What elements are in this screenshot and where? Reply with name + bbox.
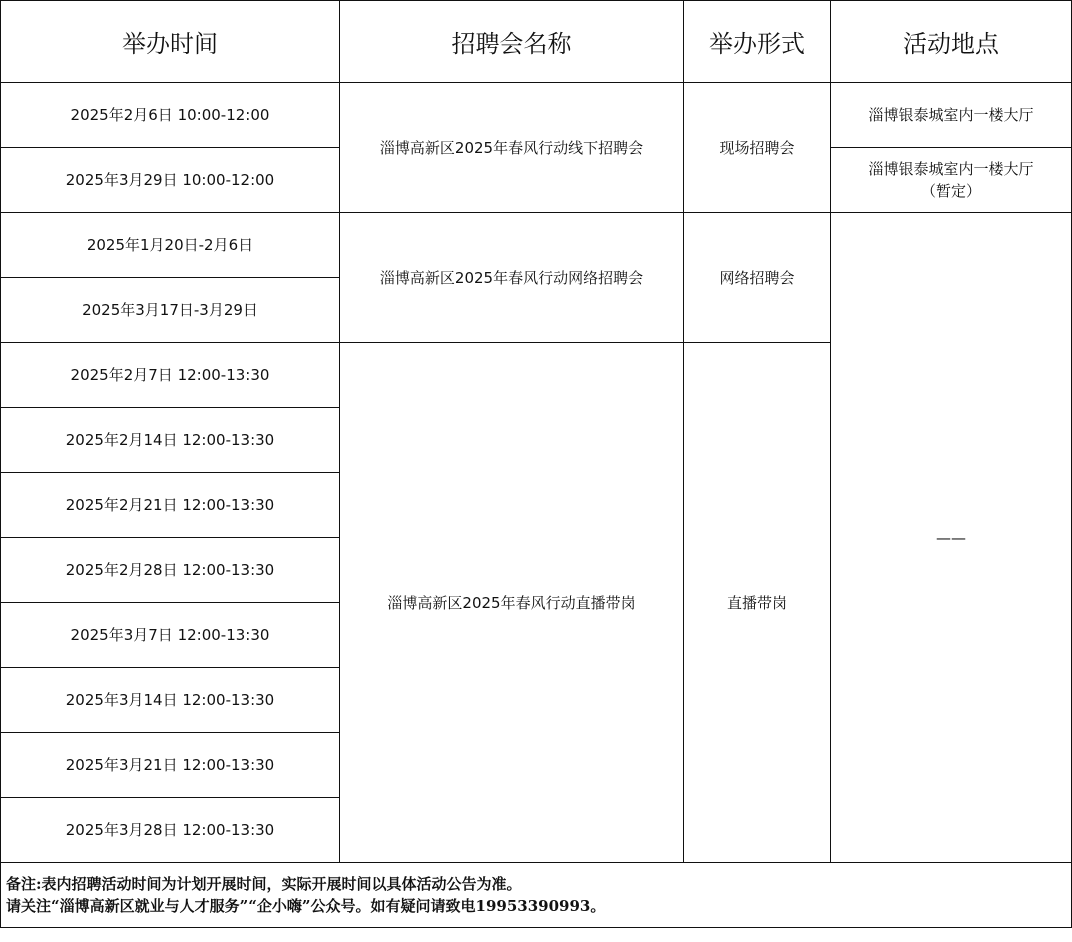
time-cell: 2025年3月14日 12:00-13:30 [1, 668, 340, 733]
header-name: 招聘会名称 [340, 1, 684, 83]
time-cell: 2025年3月29日 10:00-12:00 [1, 148, 340, 213]
footer-row [1, 863, 1072, 928]
location-cell: 淄博银泰城室内一楼大厅 [831, 83, 1072, 148]
location-note: （暂定） [920, 182, 981, 200]
header-time: 举办时间 [1, 1, 340, 83]
header-format: 举办形式 [684, 1, 831, 83]
footer-line-1: 备注:表内招聘活动时间为计划开展时间，实际开展时间以具体活动公告为准。 [6, 875, 522, 893]
time-cell: 2025年1月20日-2月6日 [1, 213, 340, 278]
footer-line-2: 请关注“淄博高新区就业与人才服务”“企小嗨”公众号。如有疑问请致电19953390993。 [6, 897, 606, 915]
time-cell: 2025年2月28日 12:00-13:30 [1, 538, 340, 603]
time-cell: 2025年3月17日-3月29日 [1, 278, 340, 343]
event-name-cell: 淄博高新区2025年春风行动线下招聘会 [340, 83, 684, 213]
time-cell: 2025年3月7日 12:00-13:30 [1, 603, 340, 668]
time-cell: 2025年2月6日 10:00-12:00 [1, 83, 340, 148]
table-row [1, 83, 1072, 148]
time-cell: 2025年3月21日 12:00-13:30 [1, 733, 340, 798]
time-cell: 2025年2月7日 12:00-13:30 [1, 343, 340, 408]
header-location: 活动地点 [831, 1, 1072, 83]
location-text: 淄博银泰城室内一楼大厅 [868, 160, 1034, 178]
table-row [1, 213, 1072, 278]
event-format-cell: 直播带岗 [684, 343, 831, 863]
time-cell: 2025年2月14日 12:00-13:30 [1, 408, 340, 473]
event-name-cell: 淄博高新区2025年春风行动网络招聘会 [340, 213, 684, 343]
footer-note [1, 863, 1072, 928]
event-format-cell: 现场招聘会 [684, 83, 831, 213]
location-cell [831, 148, 1072, 213]
location-cell: —— [831, 213, 1072, 863]
event-format-cell: 网络招聘会 [684, 213, 831, 343]
event-name-cell: 淄博高新区2025年春风行动直播带岗 [340, 343, 684, 863]
time-cell: 2025年2月21日 12:00-13:30 [1, 473, 340, 538]
header-row [1, 1, 1072, 83]
time-cell: 2025年3月28日 12:00-13:30 [1, 798, 340, 863]
